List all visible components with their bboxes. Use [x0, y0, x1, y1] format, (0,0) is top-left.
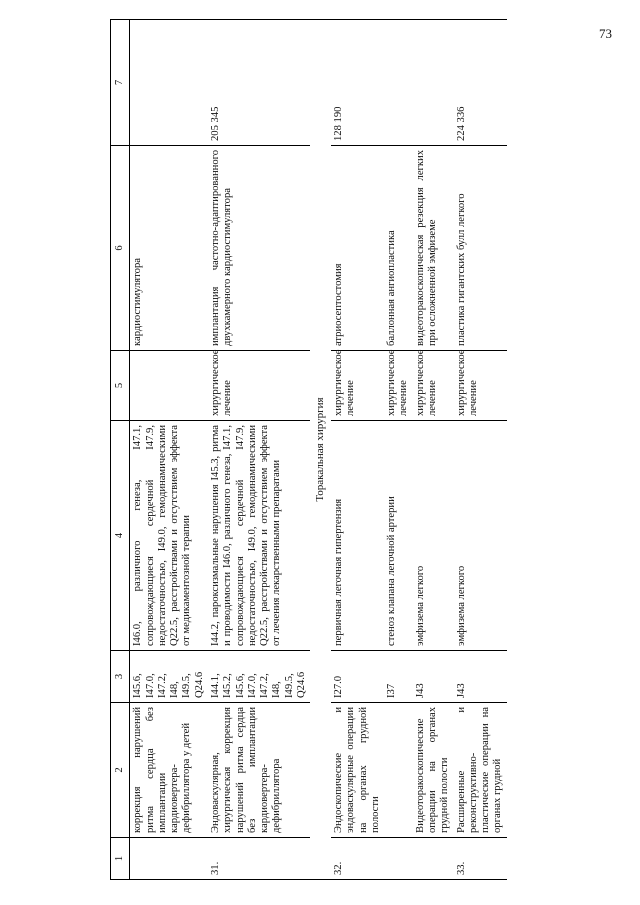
service-name: Расширенные и реконструктивно-пластические операции на органах грудной — [454, 703, 507, 838]
treatment-method: баллонная ангиопластика — [384, 146, 413, 351]
table-row — [208, 20, 310, 880]
price: 224 336 — [454, 20, 507, 146]
treatment-method: имплантация частотно-адаптированного двухкамерного кардиостимулятора — [208, 146, 310, 351]
service-name: Видеоторакоскопические операции на органах грудной полости — [413, 703, 454, 838]
diagnosis: эмфизема легкого — [454, 421, 507, 651]
col-header-4: 4 — [111, 421, 130, 651]
treatment-method: пластика гигантских булл легкого — [454, 146, 507, 351]
row-number — [130, 838, 208, 880]
icd-codes: I44.1, I45.2, I45.6, I47.0, I47.2, I48, I49.5, Q24.6 — [208, 651, 310, 703]
row-number: 32. — [331, 838, 384, 880]
icd-codes: J43 — [413, 651, 454, 703]
diagnosis: первичная легочная гипертензия — [331, 421, 384, 651]
section-header-row — [310, 20, 331, 880]
diagnosis: I46.0, различного генеза, I47.1, сопровождающиеся сердечной I47.9, недостаточностью, I49.0, гемодинамическими Q22.5, расстройствами и отсутствием эффекта от медикаментозной терапии — [130, 421, 208, 651]
service-name — [384, 703, 413, 838]
icd-codes: I45.6, I47.0, I47.2, I48, I49.5, Q24.6 — [130, 651, 208, 703]
col-header-5: 5 — [111, 351, 130, 421]
treatment-type: хирургическое лечение — [454, 351, 507, 421]
col-header-7: 7 — [111, 20, 130, 146]
price: 128 190 — [331, 20, 384, 146]
service-name: коррекция нарушений ритма сердца без имплантации кардиовертера-дефибриллятора у детей — [130, 703, 208, 838]
page-number: 73 — [599, 26, 612, 41]
price — [130, 20, 208, 146]
treatment-type — [130, 351, 208, 421]
table-row — [413, 20, 454, 880]
diagnosis: эмфизема легкого — [413, 421, 454, 651]
col-header-1: 1 — [111, 838, 130, 880]
treatment-method: кардиостимулятора — [130, 146, 208, 351]
table-row — [331, 20, 384, 880]
treatment-method: атриосептостомия — [331, 146, 384, 351]
price: 205 345 — [208, 20, 310, 146]
table-row — [454, 20, 507, 880]
treatment-type: хирургическое лечение — [208, 351, 310, 421]
rotated-table-container — [110, 20, 590, 880]
row-number — [413, 838, 454, 880]
row-number — [384, 838, 413, 880]
col-header-2: 2 — [111, 703, 130, 838]
col-header-3: 3 — [111, 651, 130, 703]
table-row — [130, 20, 208, 880]
treatment-type: хирургическое лечение — [384, 351, 413, 421]
diagnosis: I44.2, пароксизмальные нарушения I45.3, ритма и проводимости I46.0, различного генеза, I47.1, сопровождающиеся сердечной I47.9, недостаточностью, I49.0, гемодинамическими Q22.5, расстройствами и отсутствием эффекта от лечения лекарственными препаратами — [208, 421, 310, 651]
diagnosis: стеноз клапана легочной артерии — [384, 421, 413, 651]
col-header-6: 6 — [111, 146, 130, 351]
treatment-type: хирургическое лечение — [331, 351, 384, 421]
service-name: Эндоскопические и эндоваскулярные операции на органах грудной полости — [331, 703, 384, 838]
treatment-method: видеоторакоскопическая резекция легких при осложненной эмфиземе — [413, 146, 454, 351]
section-title: Торакальная хирургия — [310, 20, 331, 880]
icd-codes: J43 — [454, 651, 507, 703]
service-name: Эндоваскулярная, хирургическая коррекция нарушений ритма сердца без имплантации кардиовертера-дефибриллятора — [208, 703, 310, 838]
row-number: 33. — [454, 838, 507, 880]
header-row — [111, 20, 130, 880]
price — [384, 20, 413, 146]
table-row — [384, 20, 413, 880]
row-number: 31. — [208, 838, 310, 880]
treatment-type: хирургическое лечение — [413, 351, 454, 421]
price — [413, 20, 454, 146]
medical-services-table — [110, 19, 507, 880]
icd-codes: I37 — [384, 651, 413, 703]
icd-codes: I27.0 — [331, 651, 384, 703]
